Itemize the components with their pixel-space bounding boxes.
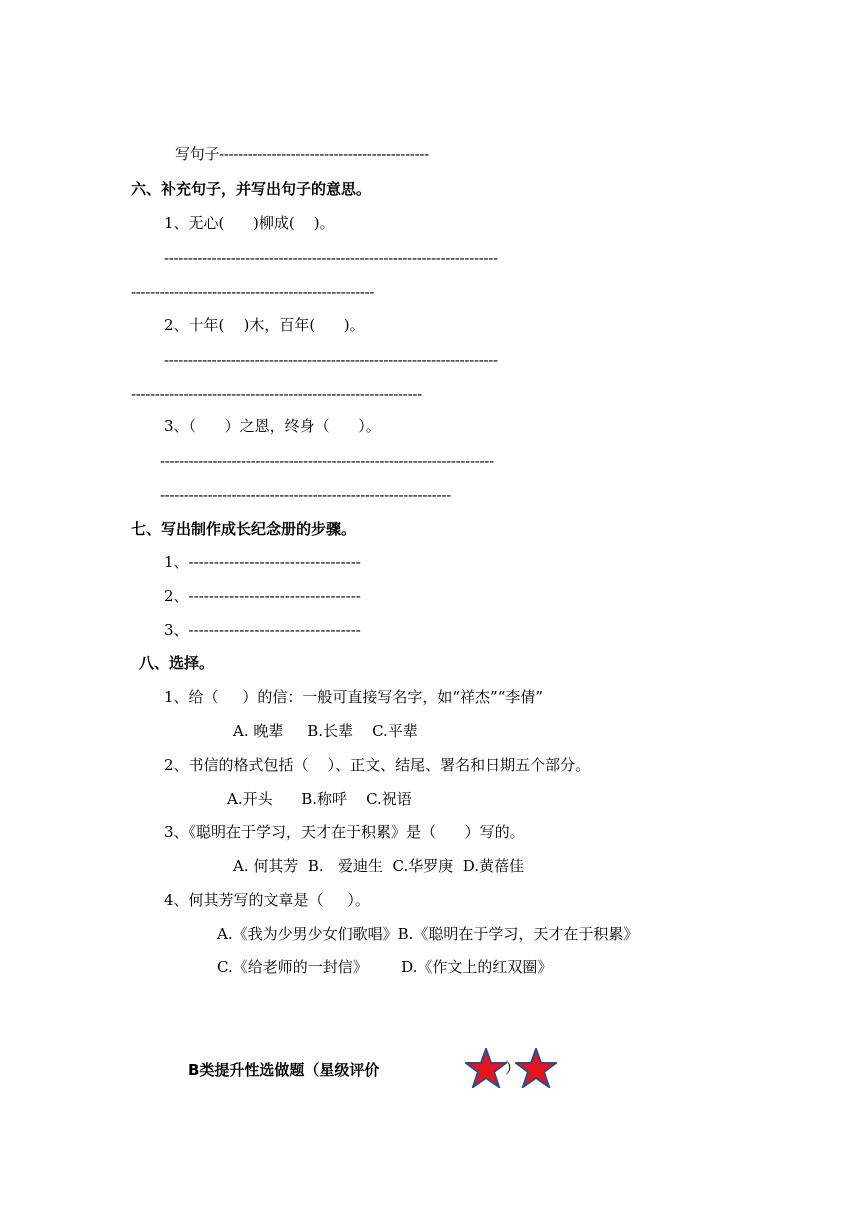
text-line-1: 六、补充句子，并写出句子的意思。	[131, 180, 372, 198]
text-line-20: 3、《聪明在于学习，天才在于积累》是（ ）写的。	[164, 823, 525, 841]
text-line-22: 4、何其芳写的文章是（ ）。	[164, 891, 370, 909]
text-line-24: C.《给老师的一封信》 D.《作文上的红双圈》	[217, 958, 553, 976]
text-line-25: B类提升性选做题（星级评价	[188, 1061, 380, 1079]
text-line-12: 1、----------------------------------	[164, 553, 361, 571]
text-line-18: 2、书信的格式包括（ ）、正文、结尾、署名和日期五个部分。	[164, 756, 591, 774]
text-line-3: ----------------------------------------------------------------------	[164, 249, 498, 267]
text-line-6: ----------------------------------------------------------------------	[164, 351, 498, 369]
text-line-17: A. 晚辈 B.长辈 C.平辈	[233, 722, 418, 740]
text-line-0: 写句子--------------------------------------------	[175, 145, 429, 163]
rating-star-icon-2	[515, 1048, 557, 1088]
text-line-11: 七、写出制作成长纪念册的步骤。	[131, 520, 357, 538]
text-line-10: -------------------------------------------------------------	[160, 486, 451, 504]
text-line-15: 八、选择。	[139, 654, 215, 672]
text-line-13: 2、----------------------------------	[164, 587, 361, 605]
text-line-9: ----------------------------------------------------------------------	[160, 452, 494, 470]
text-line-2: 1、无心( )柳成( )。	[164, 214, 335, 232]
text-line-16: 1、给（ ）的信：一般可直接写名字，如“祥杰”“李倩”	[164, 688, 544, 706]
text-line-5: 2、十年( )木，百年( )。	[164, 316, 365, 334]
text-line-23: A.《我为少男少女们歌唱》B.《聪明在于学习，天才在于积累》	[217, 925, 639, 943]
text-line-19: A.开头 B.称呼 C.祝语	[227, 790, 412, 808]
text-line-14: 3、----------------------------------	[164, 621, 361, 639]
text-line-4: ---------------------------------------------------	[131, 283, 375, 301]
text-line-26: ）	[505, 1059, 521, 1077]
text-line-7: -------------------------------------------------------------	[131, 385, 422, 403]
rating-star-icon-1	[465, 1048, 507, 1088]
text-line-21: A. 何其芳 B. 爱迪生 C.华罗庚 D.黄蓓佳	[233, 857, 525, 875]
text-line-8: 3、（ ）之恩，终身（ ）。	[164, 417, 381, 435]
